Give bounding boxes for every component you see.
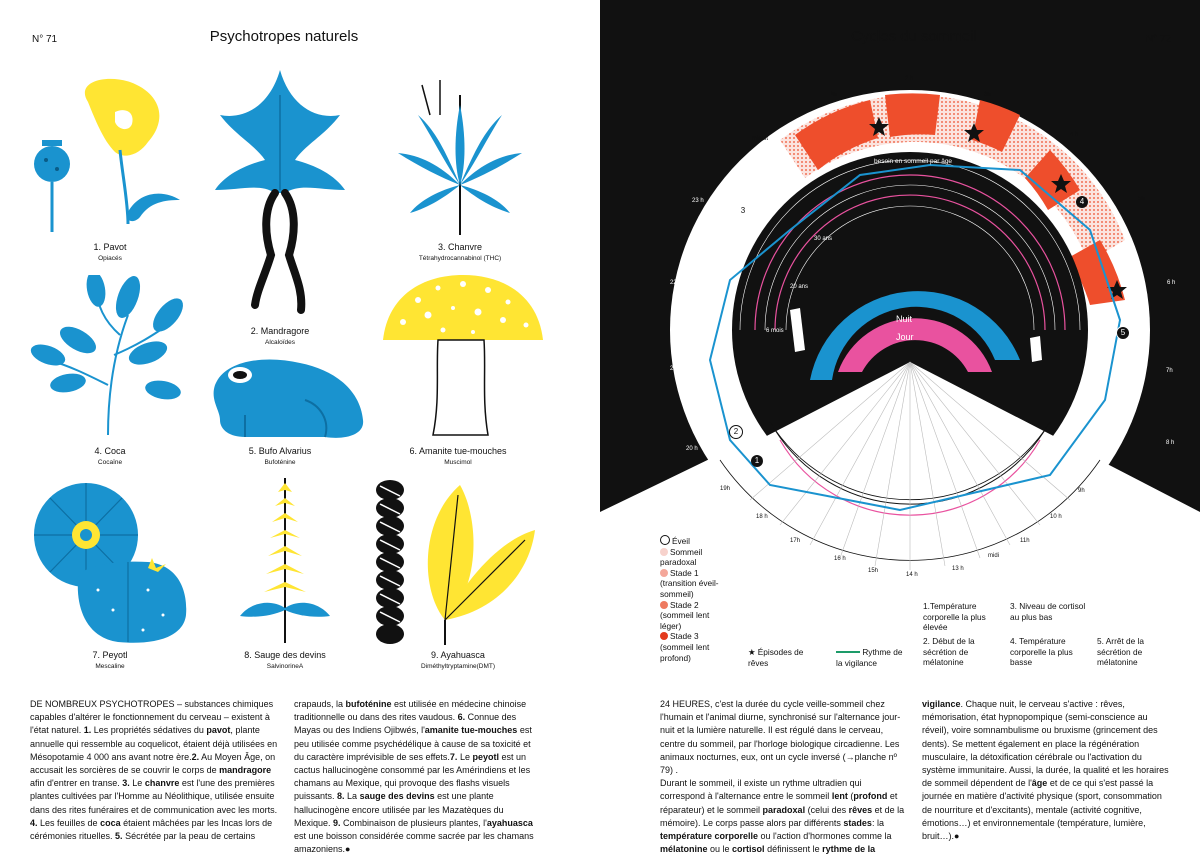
text-run: afin d'entrer en transe. xyxy=(30,778,123,789)
plant-2-caption xyxy=(195,326,365,346)
text-run: ou l'action d'hormones comme la xyxy=(758,831,892,842)
plant-6-caption xyxy=(373,446,543,466)
hour-label-16h: 16 h xyxy=(834,556,846,562)
text-run: Le xyxy=(129,778,145,789)
text-run: profond xyxy=(853,791,888,802)
text-run: cortisol xyxy=(732,844,765,855)
text-run: 2. xyxy=(191,751,200,762)
text-run: Durant le sommeil, il existe un rythme ultradien qui correspond à l'alternance entre le sommeil xyxy=(660,778,862,802)
text-run: définissent le xyxy=(764,844,823,855)
text-run: est une boisson considérée comme sacrée par les chamans amazoniens.● xyxy=(294,831,534,855)
right-body-col1 xyxy=(660,698,908,856)
text-run: 24 HEURES xyxy=(660,699,711,709)
text-run: ( xyxy=(847,791,854,802)
text-run: étaient mâchées par les Incas lors de cérémonies rituelles. xyxy=(30,817,273,842)
text-run: (celui des xyxy=(805,804,849,815)
legend-stages xyxy=(660,535,730,663)
plant-9-caption xyxy=(373,650,543,670)
plant-5-caption xyxy=(195,446,365,466)
text-run: coca xyxy=(100,817,121,828)
hour-label-20h: 20 h xyxy=(686,446,698,452)
text-run: est peu utilisée comme psychédélique à cause de sa toxicité et du caractère imprévisible de ses effets. xyxy=(294,725,532,762)
plant-3-caption xyxy=(375,242,545,262)
stage1-swatch xyxy=(660,569,668,577)
text-run: – substances chimiques capables d'altérer le fonctionnement du cerveau – existent à l'état naturel. xyxy=(30,699,274,736)
age-label-6m: 6 mois xyxy=(766,328,784,334)
hour-label-3h: 3h xyxy=(984,92,991,98)
text-run: rythme de la xyxy=(822,844,876,855)
text-run: amanite tue-mouches xyxy=(424,725,518,736)
plant-7-caption xyxy=(25,650,195,670)
text-run: paradoxal xyxy=(762,804,806,815)
right-page-title: Cycles du sommeil xyxy=(851,28,977,45)
text-run: Les propriétés sédatives du xyxy=(91,725,207,736)
text-run: , c'est la durée du cycle veille-sommeil chez l'humain et l'animal diurne, synchronisé sur l'alternance jour-nuit et la lumière naturelle. Il est régulé dans le cerveau, centre du sommeil, par l'horloge biologique circadienne. Les animaux nocturnes, eux, ont un cycle inversé (→planche nº 79) . xyxy=(660,699,901,776)
plant-1-caption xyxy=(25,242,195,262)
legend-stage3: Stade 3 (sommeil lent profond) xyxy=(660,631,710,663)
hour-label-22h: 22 h xyxy=(670,280,682,286)
plant-3-name: 3. Chanvre xyxy=(437,242,483,252)
hour-label-4h: 4 h xyxy=(1070,132,1079,138)
text-run: stades xyxy=(843,817,872,828)
plant-9-substance: Diméthyltryptamine(DMT) xyxy=(420,663,496,670)
text-run: pavot xyxy=(206,725,231,736)
plant-4-substance: Cocaïne xyxy=(97,459,123,466)
text-run: et réparateur) et le sommeil xyxy=(660,791,898,815)
left-page-title: Psychotropes naturels xyxy=(209,28,359,45)
text-run: température corporelle xyxy=(660,831,759,842)
plant-2-substance: Alcaloïdes xyxy=(265,339,295,346)
plant-6-substance: Muscimol xyxy=(444,459,472,466)
text-run: vigilance xyxy=(922,699,961,709)
text-run: rêves xyxy=(848,804,873,815)
salvia-illustration xyxy=(230,478,340,643)
vigilance-swatch xyxy=(836,651,860,653)
hour-label-6h: 6 h xyxy=(1167,280,1176,286)
plant-4-name: 4. Coca xyxy=(94,446,126,456)
plant-8-substance: SalvinorineA xyxy=(266,663,304,670)
legend-vigilance: Rythme de la vigilance xyxy=(836,647,903,668)
text-run: 3. xyxy=(122,778,130,789)
star-icon: ★ xyxy=(748,647,758,657)
plant-5-substance: Bufoténine xyxy=(264,459,296,466)
wake-swatch xyxy=(660,535,670,545)
plant-7-substance: Mescaline xyxy=(95,663,125,670)
text-run: bufoténine xyxy=(345,699,392,709)
legend-item-4: 4. Température corporelle la plus basse xyxy=(1010,636,1073,668)
hour-label-2h: 2 h xyxy=(905,76,914,82)
plant-1-substance: Opiacés xyxy=(98,255,122,262)
left-page-number: N° 71 xyxy=(32,34,58,45)
legend-item-1: 1.Température corporelle la plus élevée xyxy=(923,601,986,633)
text-run: sauge des devins xyxy=(359,791,435,802)
hour-label-23h: 23 h xyxy=(692,198,704,204)
right-body-col2 xyxy=(922,698,1170,843)
ayahuasca-illustration xyxy=(370,480,545,645)
text-run: . Chaque nuit, le cerveau s'active : rêves, mémorisation, état hypnopompique (semi-conscience au réveil), voire somnambulisme ou bruxisme (grincement des dents). Se mettent également en place la régénération musculaire, la détoxification cérébrale ou l'activation du système immunitaire. Aussi, la durée, la qualité et les horaires de sommeil dépendent de l' xyxy=(922,699,1169,789)
marker-2: 2 xyxy=(729,425,743,439)
sleep-need-arc-label: besoin en sommeil par âge xyxy=(874,158,953,165)
text-run: Combinaison de plusieurs plantes, l' xyxy=(340,817,487,828)
hour-label-noon: midi xyxy=(988,553,1000,559)
day-label: Jour xyxy=(896,332,914,342)
text-run: peyotl xyxy=(472,751,499,762)
text-run: ayahuasca xyxy=(486,817,533,828)
text-run: 7. xyxy=(449,751,458,762)
peyote-illustration xyxy=(28,480,198,645)
text-run: Les feuilles de xyxy=(37,817,101,828)
hour-label-8h: 8 h xyxy=(1166,440,1175,446)
plant-1-name: 1. Pavot xyxy=(93,242,127,252)
text-run: mélatonine xyxy=(660,844,708,855)
legend-rem: Sommeil paradoxal xyxy=(660,546,703,568)
hour-label-21h: 21h xyxy=(670,366,681,372)
marker-5: 5 xyxy=(1116,326,1130,340)
text-run: 5. xyxy=(115,831,123,842)
night-label: Nuit xyxy=(896,314,913,324)
toad-illustration xyxy=(205,345,370,445)
hemp-illustration xyxy=(380,75,540,235)
coca-illustration xyxy=(28,275,198,440)
hour-label-15h: 15h xyxy=(868,568,879,574)
legend-stage2: Stade 2 (sommeil lent léger) xyxy=(660,599,710,631)
text-run: crapauds, la xyxy=(294,699,346,709)
mushroom-illustration xyxy=(378,270,548,440)
text-run: 4. xyxy=(30,817,38,828)
text-run: 6. xyxy=(457,712,466,723)
rem-swatch xyxy=(660,548,668,556)
text-run: DE NOMBREUX PSYCHOTROPES xyxy=(30,699,175,709)
marker-4: 4 xyxy=(1076,196,1088,208)
plant-6-name: 6. Amanite tue-mouches xyxy=(409,446,507,456)
hour-label-9h: 9h xyxy=(1078,488,1085,494)
right-page xyxy=(600,0,1200,862)
text-run: , plante annuelle qui ressemble au coquelicot, étaient déjà utilisées en Mésopotamie 4 000 ans avant notre ère. xyxy=(30,725,278,762)
text-run: 8. xyxy=(337,791,345,802)
text-run: est l'une des premières plantes cultivées par l'Homme au Néolithique, utilisée ensuite dans des rites funéraires et de communication avec les morts. xyxy=(30,778,278,815)
right-page-number: N° 72 xyxy=(1146,34,1172,45)
legend-dreams: ★ Épisodes de rêves xyxy=(748,647,804,668)
plant-8-name: 8. Sauge des devins xyxy=(244,650,326,660)
mandrake-illustration xyxy=(205,65,355,325)
marker-1: 1 xyxy=(751,455,763,467)
text-run: 1. xyxy=(83,725,92,736)
stage3-swatch xyxy=(660,632,668,640)
text-run: est utilisée en médecine chinoise traditionnelle ou dans des rites vaudous. xyxy=(294,699,527,723)
legend-item-3: 3. Niveau de cortisol au plus bas xyxy=(1010,601,1086,622)
hour-label-5h: 5h xyxy=(1138,196,1145,202)
left-body-col1 xyxy=(30,698,278,843)
text-run: Sécrétée par la peau de certains xyxy=(122,831,256,842)
hour-label-1h: 1h xyxy=(830,92,837,98)
text-run: âge xyxy=(1031,778,1048,789)
text-run: et de ce qui s'est passé la journée en matière d'activité physique (sport, consommation de nourriture et d'excitants), mentale (activité cognitive, émotions…) et environnementale (température, lumière, bruit…).● xyxy=(922,778,1162,842)
hour-label-midnight: minuit xyxy=(752,136,769,142)
text-run: Au Moyen Âge, on accusait les sorcières de se couvrir le corps de xyxy=(30,751,276,776)
hour-label-14h: 14 h xyxy=(906,572,918,578)
hour-label-13h: 13 h xyxy=(952,566,964,572)
plant-4-caption xyxy=(25,446,195,466)
text-run: et de la mémoire). Le corps passe alors par différents xyxy=(660,804,905,828)
text-run: est un cactus hallucinogène consommé par les Amérindiens et les chamans au Mexique, qui provoque des flashs visuels puissants. xyxy=(294,751,531,802)
hour-label-18h: 18 h xyxy=(756,514,768,520)
legend-stage1: Stade 1 (transition éveil-sommeil) xyxy=(660,567,719,599)
hour-label-17h: 17h xyxy=(790,538,801,544)
hour-label-10h: 10 h xyxy=(1050,514,1062,520)
plant-7-name: 7. Peyotl xyxy=(92,650,128,660)
legend-item-2: 2. Début de la sécrétion de mélatonine xyxy=(923,636,975,668)
legend-item-5: 5. Arrêt de la sécrétion de mélatonine xyxy=(1097,636,1145,668)
text-run: ou le xyxy=(707,844,733,855)
marker-3: 3 xyxy=(737,205,749,217)
text-run: est une plante hallucinogène encore utilisée par les Mazatèques du Mexique. xyxy=(294,791,504,828)
plant-2-name: 2. Mandragore xyxy=(250,326,310,336)
left-body-col2 xyxy=(294,698,542,856)
text-run: lent xyxy=(831,791,848,802)
hour-label-11h: 11h xyxy=(1020,538,1030,544)
text-run: mandragore xyxy=(219,765,272,776)
plant-9-name: 9. Ayahuasca xyxy=(431,650,485,660)
plant-3-substance: Tétrahydrocannabinol (THC) xyxy=(418,255,502,262)
text-run: chanvre xyxy=(144,778,180,789)
poppy-illustration xyxy=(30,72,200,232)
age-label-30: 30 ans xyxy=(814,236,833,242)
plant-8-caption xyxy=(200,650,370,670)
text-run: 9. xyxy=(333,817,341,828)
stage2-swatch xyxy=(660,601,668,609)
plant-5-name: 5. Bufo Alvarius xyxy=(248,446,312,456)
text-run: La xyxy=(344,791,360,802)
age-label-20: 20 ans xyxy=(790,284,809,290)
text-run: Le xyxy=(457,751,473,762)
text-run: Connue des Mayas ou des Indiens Ojibwés, l' xyxy=(294,712,517,736)
text-run: : la xyxy=(871,817,884,828)
legend-wake: Éveil xyxy=(660,535,730,547)
hour-label-19h: 19h xyxy=(720,486,731,492)
hour-label-7h: 7h xyxy=(1166,368,1173,374)
